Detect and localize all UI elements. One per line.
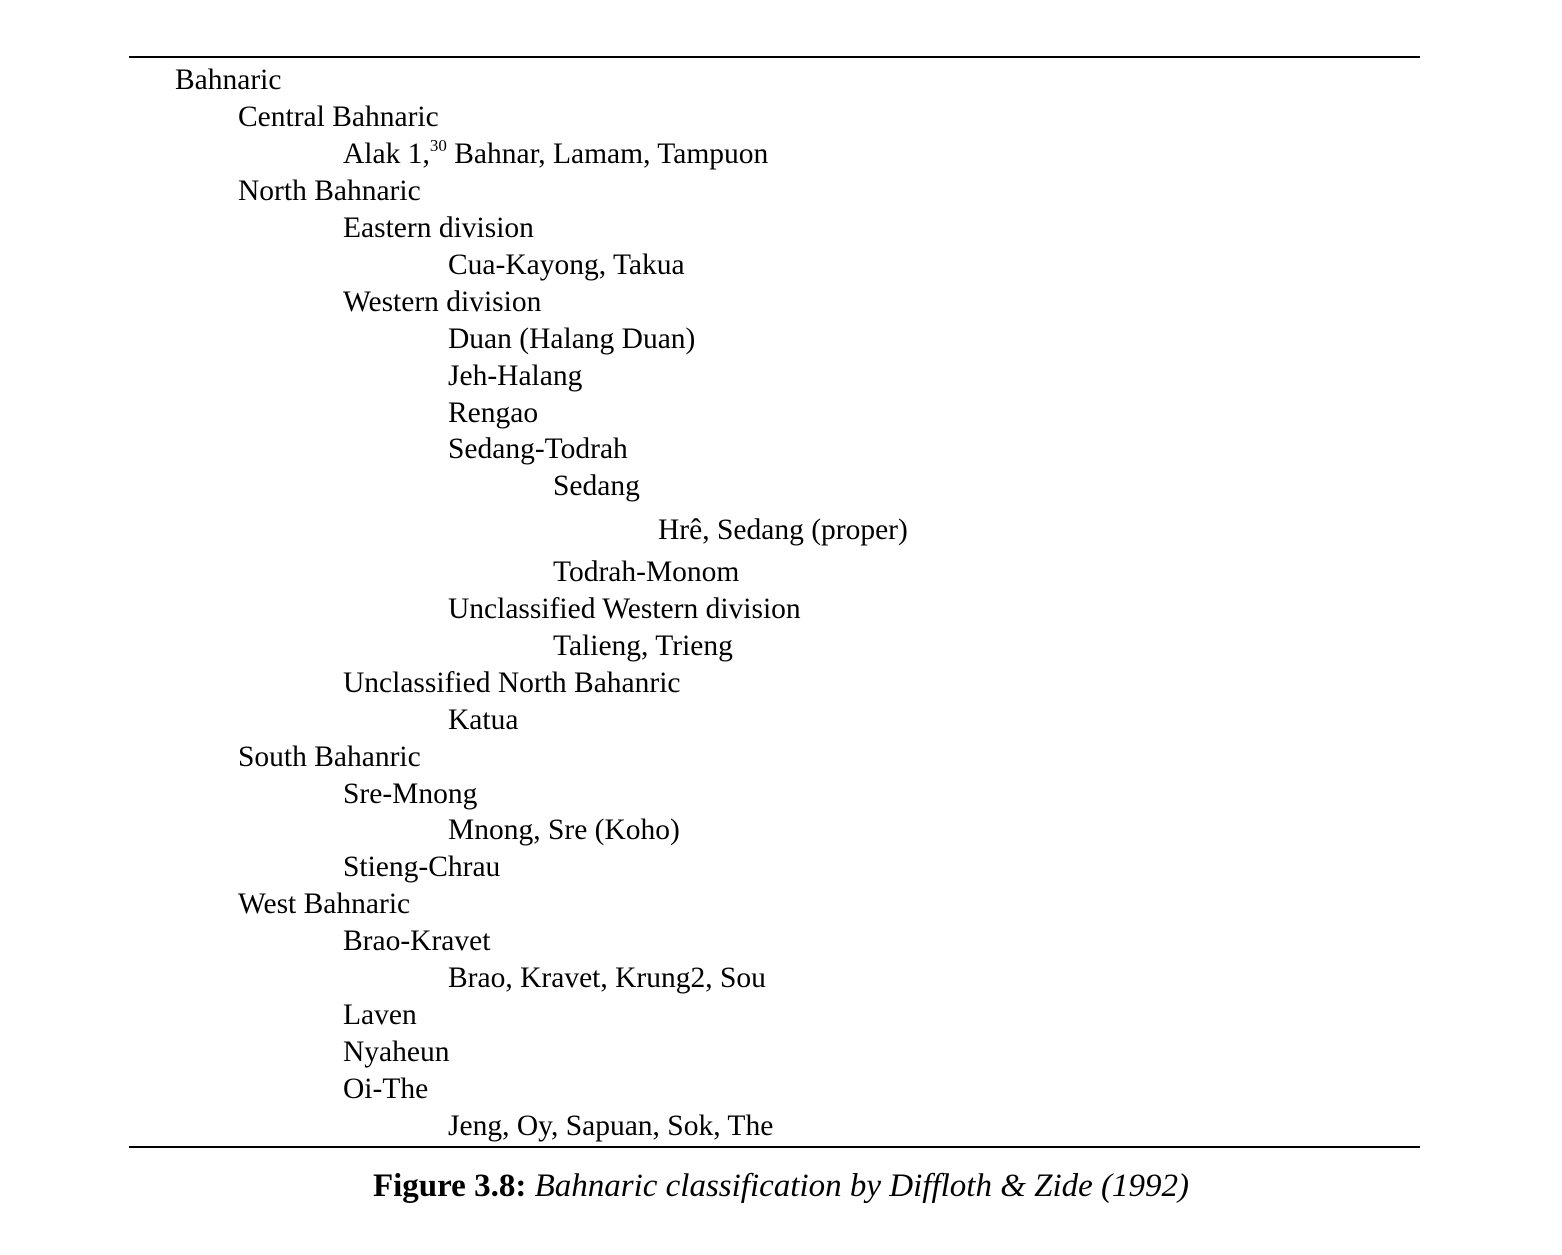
subgroup-brao-kravet: Brao-Kravet: [343, 925, 491, 957]
language-laven: Laven: [343, 999, 417, 1031]
language-nyaheun: Nyaheun: [343, 1036, 450, 1068]
language-duan: Duan (Halang Duan): [448, 323, 696, 355]
branch-south-bahanric: South Bahanric: [238, 741, 421, 773]
subgroup-sedang-todrah: Sedang-Todrah: [448, 433, 628, 465]
unclassified-north-bahanric: Unclassified North Bahanric: [343, 667, 681, 699]
unclassified-north-members: Katua: [448, 704, 519, 736]
branch-north-bahnaric: North Bahnaric: [238, 175, 421, 207]
central-members-post: Bahnar, Lamam, Tampuon: [446, 138, 769, 170]
branch-central-bahnaric: Central Bahnaric: [238, 101, 439, 133]
language-rengao: Rengao: [448, 397, 539, 429]
subgroup-oi-the: Oi-The: [343, 1073, 429, 1105]
figure-caption-text: Bahnaric classification by Diffloth & Zide (1992): [534, 1168, 1190, 1204]
figure-label: Figure 3.8:: [372, 1168, 527, 1204]
subgroup-todrah-monom: Todrah-Monom: [553, 556, 740, 588]
language-jeh-halang: Jeh-Halang: [448, 360, 583, 392]
unclassified-western-division: Unclassified Western division: [448, 593, 801, 625]
subgroup-stieng-chrau: Stieng-Chrau: [343, 851, 501, 883]
top-rule: [129, 56, 1420, 58]
unclassified-western-members: Talieng, Trieng: [553, 630, 733, 662]
oi-the-members: Jeng, Oy, Sapuan, Sok, The: [448, 1110, 774, 1142]
subgroup-sedang: Sedang: [553, 470, 640, 502]
bottom-rule: [129, 1146, 1420, 1148]
central-bahnaric-members: [343, 137, 768, 171]
sedang-members: Hrê, Sedang (proper): [658, 514, 908, 546]
western-division: Western division: [343, 286, 542, 318]
branch-west-bahnaric: West Bahnaric: [238, 888, 411, 920]
sre-mnong-members: Mnong, Sre (Koho): [448, 814, 680, 846]
brao-kravet-members: Brao, Kravet, Krung2, Sou: [448, 962, 766, 994]
tree-root: Bahnaric: [175, 64, 282, 96]
eastern-division: Eastern division: [343, 212, 534, 244]
subgroup-sre-mnong: Sre-Mnong: [343, 778, 478, 810]
central-members-pre: Alak 1,: [343, 138, 430, 170]
eastern-division-members: Cua-Kayong, Takua: [448, 249, 685, 281]
footnote-marker: 30: [429, 136, 447, 155]
figure-caption: [0, 1166, 1562, 1206]
